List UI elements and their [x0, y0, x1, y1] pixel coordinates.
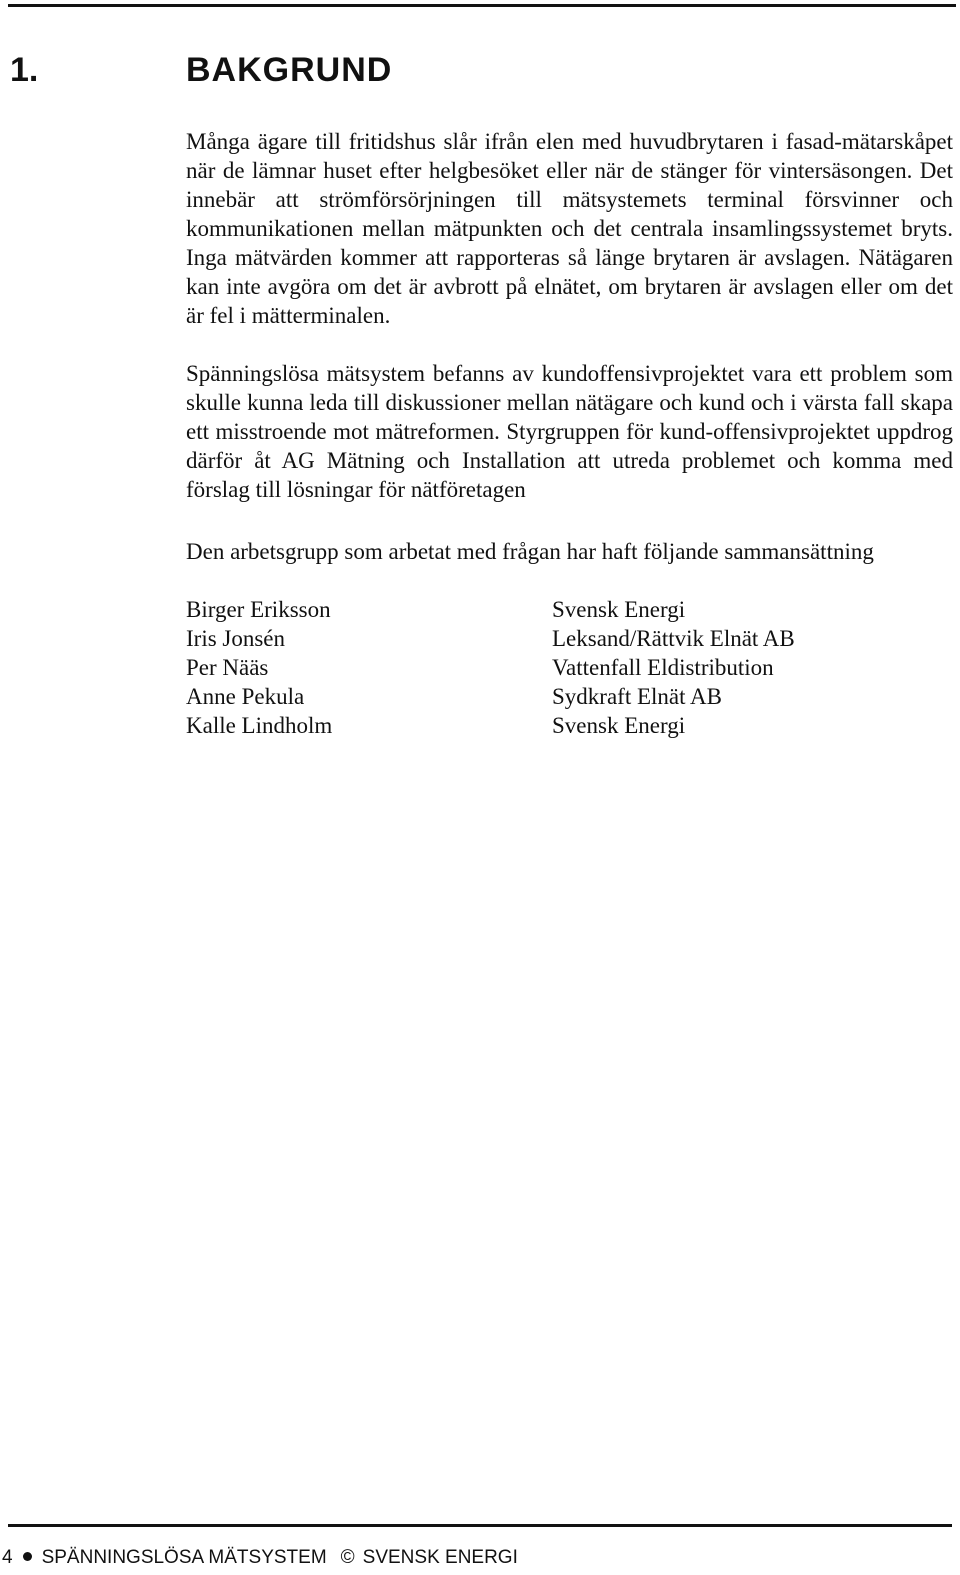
- member-name: Birger Eriksson: [186, 597, 331, 622]
- publisher-name: SVENSK ENERGI: [362, 1547, 518, 1568]
- paragraph-workgroup-intro: Den arbetsgrupp som arbetat med frågan har haft följande sammansättning: [186, 539, 874, 564]
- member-name: Kalle Lindholm: [186, 713, 333, 738]
- copyright-icon: ©: [340, 1547, 355, 1568]
- member-name: Anne Pekula: [186, 684, 305, 709]
- member-row: [186, 682, 953, 711]
- publication-title: SPÄNNINGSLÖSA MÄTSYSTEM: [41, 1547, 327, 1568]
- member-list: [186, 595, 953, 740]
- member-organization: Vattenfall Eldistribution: [552, 655, 774, 680]
- page-number: 4: [2, 1547, 13, 1568]
- top-rule: [8, 4, 956, 7]
- member-organization: Leksand/Rättvik Elnät AB: [552, 626, 795, 651]
- page-footer: [2, 1546, 518, 1570]
- section-title: BAKGRUND: [186, 51, 393, 89]
- member-row: [186, 595, 953, 624]
- footer-rule: [8, 1524, 952, 1527]
- section-heading: [10, 48, 950, 92]
- member-name: Per Nääs: [186, 655, 269, 680]
- member-organization: Svensk Energi: [552, 713, 686, 738]
- member-organization: Svensk Energi: [552, 597, 686, 622]
- bullet-icon: [23, 1552, 32, 1561]
- member-row: [186, 653, 953, 682]
- section-number: 1.: [10, 51, 39, 89]
- paragraph-background: Många ägare till fritidshus slår ifrån elen med huvudbrytaren i fasad-mätarskåpet när de lämnar huset efter helgbesöket eller när de stänger för vintersäsongen. Det innebär att strömförsörjningen till mätsystemets terminal försvinner och kommunikationen mellan mätpunkten och det centrala insamlingssystemet bryts. Inga mätvärden kommer att rapporteras så länge brytaren är avslagen. Nätägaren kan inte avgöra om det är avbrott på elnätet, om brytaren är avslagen eller om det är fel i mätterminalen.: [186, 129, 953, 328]
- body-text: [186, 127, 953, 740]
- member-row: [186, 711, 953, 740]
- member-row: [186, 624, 953, 653]
- paragraph-problem: Spänningslösa mätsystem befanns av kundoffensivprojektet vara ett problem som skulle kunna leda till diskussioner mellan nätägare och kund och i värsta fall skapa ett misstroende mot mätreformen. Styrgruppen för kund-offensivprojektet uppdrog därför åt AG Mätning och Installation att utreda problemet och komma med förslag till lösningar för nätföretagen: [186, 361, 953, 502]
- member-organization: Sydkraft Elnät AB: [552, 684, 722, 709]
- member-name: Iris Jonsén: [186, 626, 286, 651]
